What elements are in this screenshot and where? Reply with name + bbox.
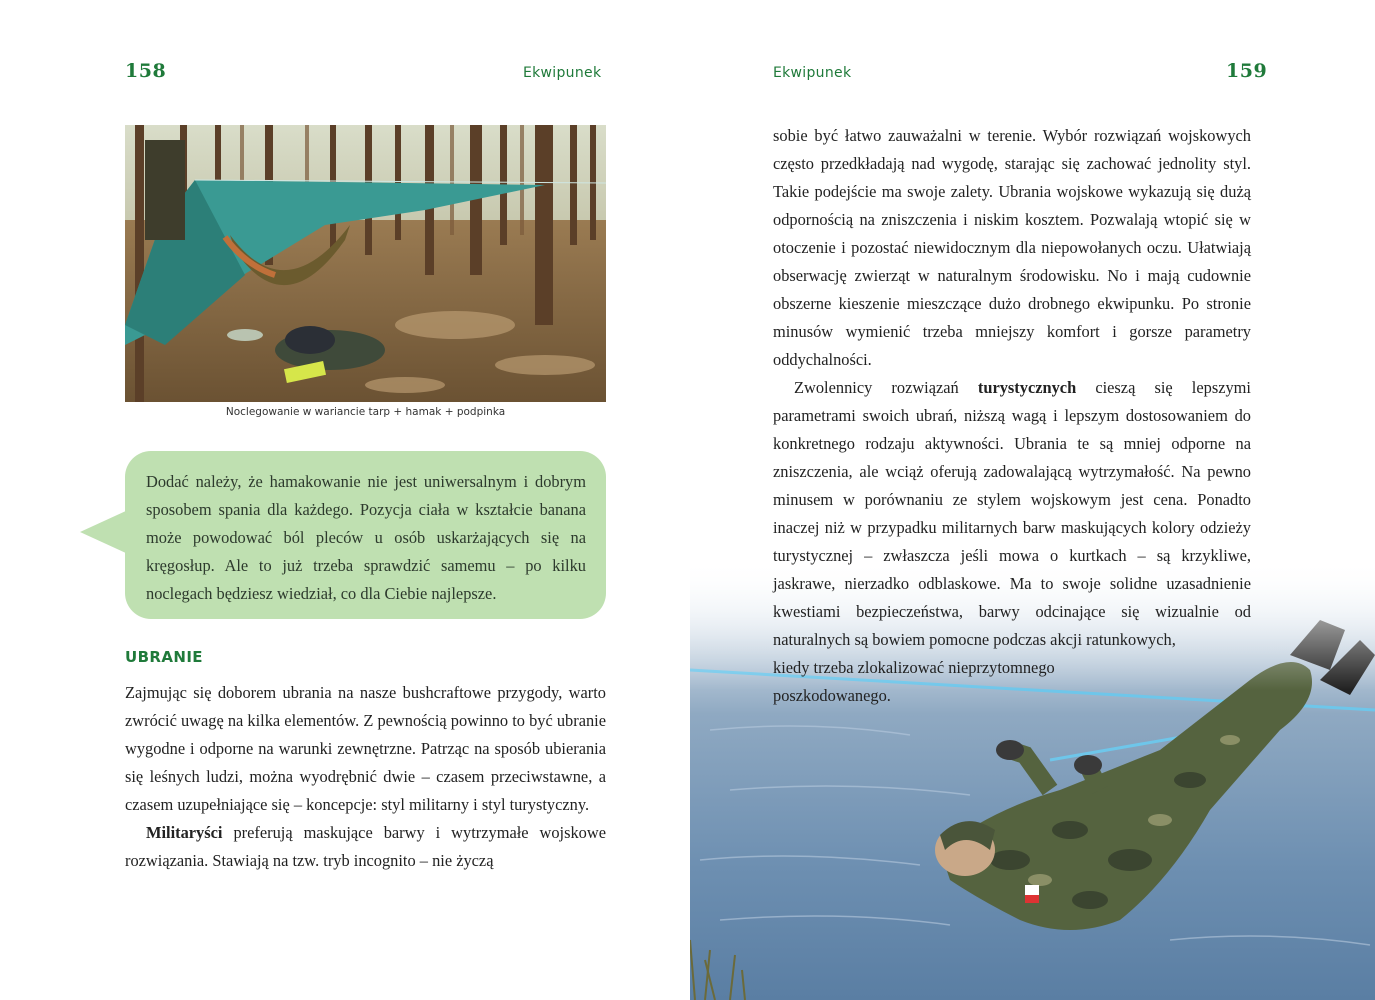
paragraph-tail-line: kiedy trzeba zlokalizować nieprzytomnego [773, 658, 1055, 677]
running-head-left: Ekwipunek [523, 65, 602, 81]
paragraph [773, 374, 1251, 654]
photo-caption: Noclegowanie w wariancie tarp + hamak + podpinka [225, 406, 506, 418]
paragraph-rest: preferują maskujące barwy i wytrzymałe wojskowe rozwiązania. Stawiają na tzw. tryb incognito – nie życzą [125, 823, 606, 870]
running-head-right: Ekwipunek [773, 65, 852, 81]
hammock-photo-illustration [125, 125, 606, 402]
right-page [690, 0, 1375, 1000]
paragraph [125, 819, 606, 875]
callout-box [125, 451, 606, 619]
bold-term: Militaryści [146, 823, 223, 842]
hammock-camp-photo [125, 125, 606, 402]
body-text-right [773, 122, 1251, 710]
callout-tail [80, 510, 128, 554]
bold-term: turystycznych [977, 378, 1077, 397]
paragraph-rest: cieszą się lepszymi parametrami swoich ubrań, niższą wagą i lepszym dostosowaniem do konkretnego rodzaju aktywności. Ubrania te są mniej odporne na zniszczenia, ale wciąż oferują zadowalającą wytrzymałość. Na pewno minusem w porównaniu ze stylem wojskowym jest cena. Ponadto inaczej niż w przypadku militarnych barw maskujących kolory odzieży turystycznej – zwłaszcza jeśli mowa o kurtkach – są krzykliwe, jaskrawe, nierzadko odblaskowe. Ma to swoje solidne uzasadnienie kwestiami bezpieczeństwa, barwy odcinające się wizualnie od naturalnych są bowiem pomocne podczas akcji ratunkowych, [773, 378, 1251, 649]
page-number-left: 158 [125, 60, 167, 82]
callout-text: Dodać należy, że hamakowanie nie jest uniwersalnym i dobrym sposobem spania dla każdego. Pozycja ciała w kształcie banana może powodować ból pleców u osób uskarżających się na kręgosłup. Ale to już trzeba sprawdzić samemu – po kilku noclegach będziesz wiedział, co dla Ciebie najlepsze. [146, 472, 586, 603]
paragraph: Zajmując się doborem ubrania na nasze bushcraftowe przygody, warto zwrócić uwagę na kilka elementów. Z pewnością powinno to być ubranie wygodne i odporne na warunki zewnętrzne. Patrząc na sposób ubierania się leśnych ludzi, można wyodrębnić dwie – czasem przeciwstawne, a czasem uzupełniające się – koncepcje: styl militarny i styl turystyczny. [125, 683, 606, 814]
page-number-right: 159 [1226, 60, 1268, 82]
body-text-left [125, 679, 606, 875]
paragraph-tail-line: poszkodowanego. [773, 686, 891, 705]
paragraph-prefix: Zwolennicy rozwiązań [794, 378, 978, 397]
paragraph: sobie być łatwo zauważalni w terenie. Wybór rozwiązań wojskowych często przedkładają nad wygodę, starając się zachować jednolity styl. Takie podejście ma swoje zalety. Ubrania wojskowe wykazują się dużą odpornością na zniszczenia i niskim kosztem. Pozwalają wtopić się w otoczenie i pozostać niewidocznym dla niepowołanych oczu. Ułatwiają obserwację zwierząt w naturalnym środowisku. No i mają cudownie obszerne kieszenie mieszczące dużo drobnego ekwipunku. Po stronie minusów wymienić trzeba mniejszy komfort i gorsze parametry oddychalności. [773, 126, 1251, 369]
section-heading-ubranie: UBRANIE [125, 648, 203, 666]
